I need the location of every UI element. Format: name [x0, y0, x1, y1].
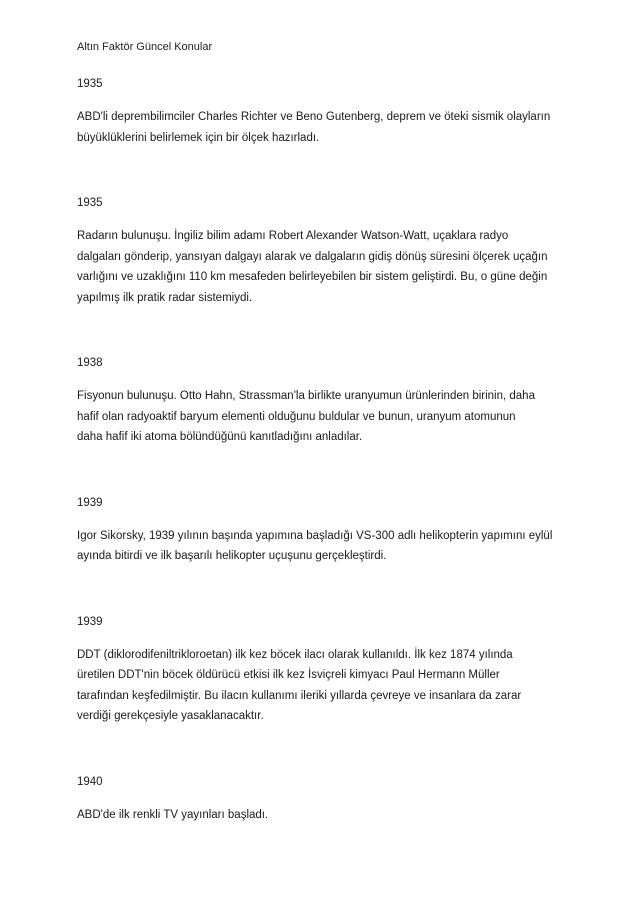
text-line: Fisyonun bulunuşu. Otto Hahn, Strassman'la birlikte uranyumun ürünlerinden birinin, daha [77, 390, 535, 402]
timeline-entries [77, 77, 567, 873]
text-line: ABD'de ilk renkli TV yayınları başladı. [77, 808, 269, 821]
text-line: Igor Sikorsky, 1939 yılının başında yapımına başladığı VS-300 adlı helikopterin yapımını eylül [77, 529, 553, 542]
entry-year: 1938 [77, 357, 103, 369]
entry-year: 1935 [77, 197, 103, 209]
timeline-entry [77, 496, 567, 567]
running-header: Altın Faktör Güncel Konular [77, 41, 213, 53]
text-line: ayında bitirdi ve ilk başarılı helikopter uçuşunu gerçekleştirdi. [77, 550, 387, 562]
timeline-entry [77, 775, 567, 826]
text-line: varlığını ve uzaklığını 110 km mesafeden belirleyebilen bir sistem geliştirdi. Bu, o güne değin [77, 271, 548, 283]
text-line: büyüklüklerini belirlemek için bir ölçek hazırladı. [77, 131, 320, 144]
text-line: dalgaları gönderip, yansıyan dalgayı alarak ve dalgaların gidiş dönüş süresini ölçerek uçağın [77, 250, 548, 263]
entry-year: 1935 [77, 78, 103, 90]
timeline-entry [77, 196, 567, 308]
timeline-entry [77, 356, 567, 448]
timeline-entry [77, 615, 567, 727]
text-line: ABD'li deprembilimciler Charles Richter ve Beno Gutenberg, deprem ve öteki sismik olayların [77, 111, 551, 123]
entry-text [77, 805, 567, 826]
entry-text [77, 107, 567, 148]
text-line: daha hafif iki atoma bölündüğünü kanıtladığını anladılar. [77, 431, 363, 443]
entry-text [77, 645, 567, 727]
text-line: hafif olan radyoaktif baryum elementi olduğunu buldular ve bunun, uranyum atomunun [77, 410, 516, 423]
timeline-entry [77, 77, 567, 148]
text-line: üretilen DDT'nin böcek öldürücü etkisi ilk kez İsviçreli kimyacı Paul Hermann Müller [77, 669, 500, 681]
entry-text [77, 386, 567, 448]
text-line: tarafından keşfedilmiştir. Bu ilacın kullanımı ileriki yıllarda çevreye ve insanlara da zarar [77, 689, 522, 702]
entry-year: 1939 [77, 496, 103, 509]
text-line: verdiği gerekçesiyle yasaklanacaktır. [77, 710, 264, 722]
entry-year: 1939 [77, 615, 103, 628]
entry-text [77, 526, 567, 567]
entry-year: 1940 [77, 775, 103, 788]
text-line: yapılmış ilk pratik radar sistemiydi. [77, 291, 253, 304]
entry-text [77, 226, 567, 308]
text-line: Radarın bulunuşu. İngiliz bilim adamı Robert Alexander Watson-Watt, uçaklara radyo [77, 230, 509, 242]
text-line: DDT (diklorodifeniltrikloroetan) ilk kez böcek ilacı olarak kullanıldı. İlk kez 1874 yılında [77, 648, 513, 661]
